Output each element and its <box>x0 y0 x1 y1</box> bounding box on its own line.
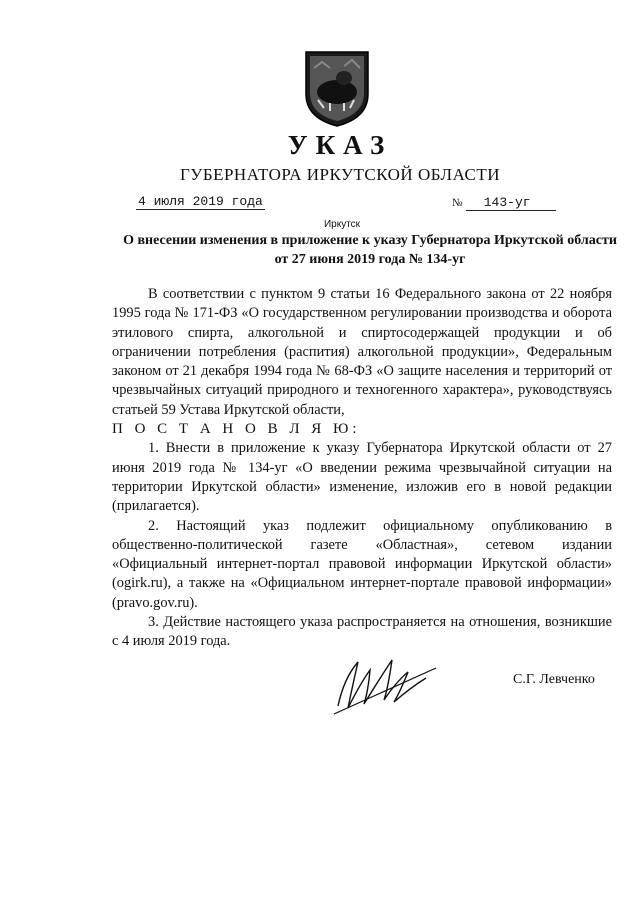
item-2: 2. Настоящий указ подлежит официальному опубликованию в общественно-политической газете «Областная», сетевом издании «Официальный интернет-портал правовой информации Иркутской области» (ogirk.ru), а также на «Официальном интернет-портале правовой информации» (pravo.gov.ru). <box>112 517 612 611</box>
item-3: 3. Действие настоящего указа распространяется на отношения, возникшие с 4 июля 2019 года. <box>112 614 612 650</box>
document-subtitle: ГУБЕРНАТОРА ИРКУТСКОЙ ОБЛАСТИ <box>179 165 501 184</box>
document-date: 4 июля 2019 года <box>138 194 263 209</box>
coat-of-arms-emblem <box>300 48 374 128</box>
item-1: 1. Внести в приложение к указу Губернатора Иркутской области от 27 июня 2019 года № 134-уг «О введении режима чрезвычайной ситуации на территории Иркутской области» изменение, изложив его в новой редакции (прилагается). <box>112 440 612 515</box>
decree-word: П О С Т А Н О В Л Я Ю: <box>112 421 361 438</box>
handwritten-signature <box>330 648 440 718</box>
signer-name: С.Г. Левченко <box>513 672 595 687</box>
number-sign: № <box>452 197 463 209</box>
document-city: Иркутск <box>323 219 361 230</box>
intro-paragraph: В соответствии с пунктом 9 статьи 16 Федерального закона от 22 ноября 1995 года № 171-ФЗ «О государственном регулировании производства и оборота этилового спирта, алкогольной и спиртосодержащей продукции и об ограничении потребления (распития) алкогольной продукции», Федеральным законом от 21 декабря 1994 года № 68-ФЗ «О защите населения и территорий от чрезвычайных ситуаций природного и техногенного характера», руководствуясь статьей 59 Устава Иркутской области, <box>112 286 612 418</box>
document-body <box>112 285 612 652</box>
document-number: 143-уг <box>466 195 556 211</box>
document-heading: О внесении изменения в приложение к указу Губернатора Иркутской области от 27 июня 2019 года № 134-уг <box>123 233 617 267</box>
document-title: УКАЗ <box>287 130 393 160</box>
document-number-block <box>452 194 556 211</box>
